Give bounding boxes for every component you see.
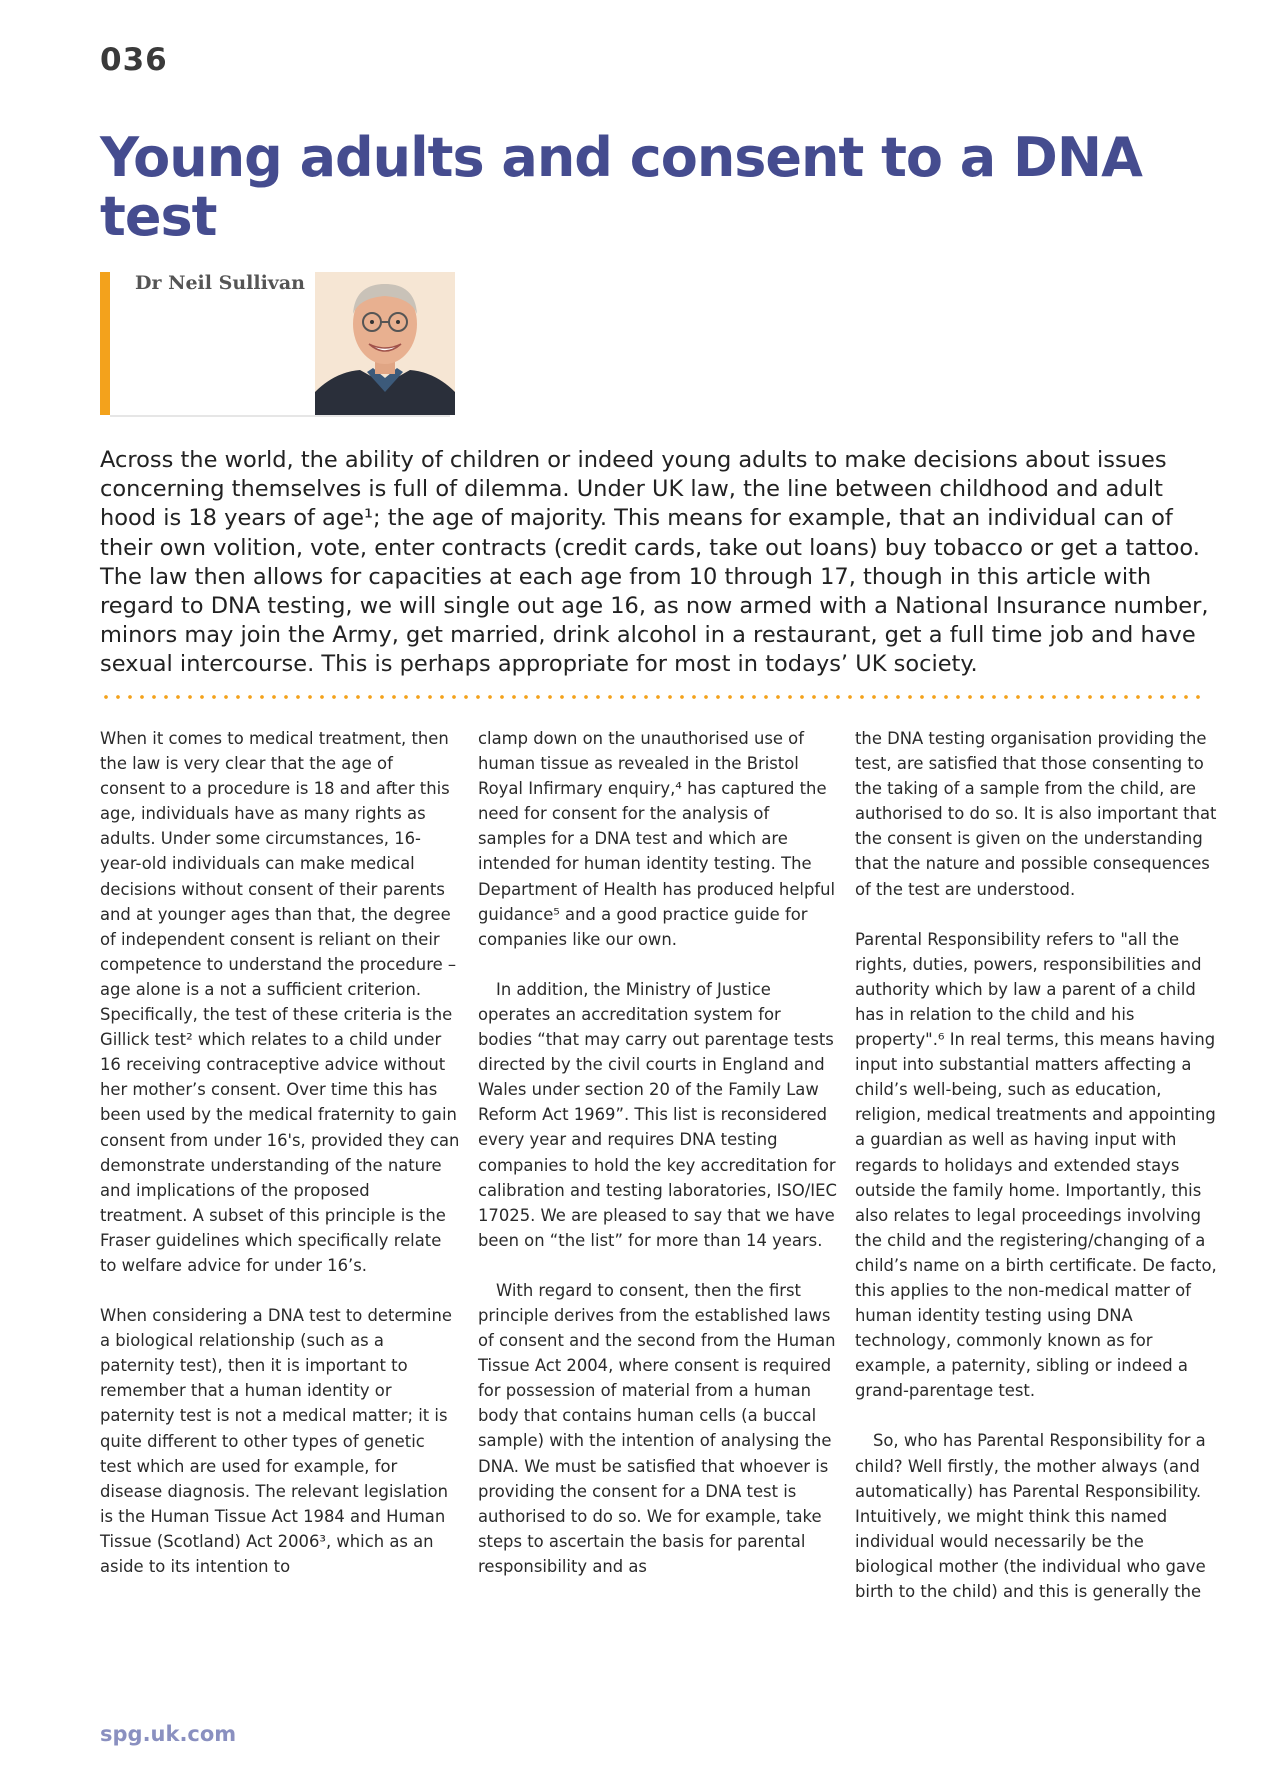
paragraph: clamp down on the unauthorised use of human tissue as revealed in the Bristol Royal Infirmary enquiry,⁴ has captured the need for consent for the analysis of samples for a DNA test and which are intended for human identity testing. The Department of Health has produced helpful guidance⁵ and a good practice guide for companies like our own. [478,729,836,949]
author-portrait [315,272,455,415]
column-2 [478,726,838,1604]
page-number: 036 [100,42,168,78]
paragraph: When it comes to medical treatment, then the law is very clear that the age of consent to a procedure is 18 and after this age, individuals have as many rights as adults. Under some circumstances, 16-year-old individuals can make medical decisions without consent of their parents and at younger ages than that, the degree of independent consent is reliant on their competence to understand the procedure – age alone is a not a sufficient criterion. Specifically, the test of these criteria is the Gillick test² which relates to a child under 16 receiving contraceptive advice without her mother’s consent. Over time this has been used by the medical fraternity to gain consent from under 16's, provided they can demonstrate understanding of the nature and implications of the proposed treatment. A subset of this principle is the Fraser guidelines which specifically relate to welfare advice for under 16’s. [100,729,460,1275]
paragraph: So, who has Parental Responsibility for a child? Well firstly, the mother always (and automatically) has Parental Responsibility. Intuitively, we might think this named individual would necessarily be the biological mother (the individual who gave birth to the child) and this is generally the [855,1431,1206,1601]
author-accent-bar [100,272,110,415]
paragraph: the DNA testing organisation providing the test, are satisfied that those consenting to the taking of a sample from the child, are authorised to do so. It is also important that the consent is given on the understanding that the nature and possible consequences of the test are understood. [855,729,1217,899]
column-1 [100,726,460,1604]
paragraph: In addition, the Ministry of Justice operates an accreditation system for bodies “that may carry out parentage tests directed by the civil courts in England and Wales under section 20 of the Family Law Reform Act 1969”. This list is reconsidered every year and requires DNA testing companies to hold the key accreditation for calibration and testing laboratories, ISO/IEC 17025. We are pleased to say that we have been on “the list” for more than 14 years. [478,979,837,1250]
lead-paragraph: Across the world, the ability of children or indeed young adults to make decisions about issues concerning themselves is full of dilemma. Under UK law, the line between childhood and adult hood is 18 years of age¹; the age of majority. This means for example, that an individual can of their own volition, vote, enter contracts (credit cards, take out loans) buy tobacco or get a tattoo. The law then allows for capacities at each age from 10 through 17, though in this article with regard to DNA testing, we will single out age 16, as now armed with a National Insurance number, minors may join the Army, get married, drink alcohol in a restaurant, get a full time job and have sexual intercourse. This is perhaps appropriate for most in todays’ UK society. [100,447,1209,678]
paragraph: Parental Responsibility refers to "all the rights, duties, powers, responsibilities and authority which by law a parent of a child has in relation to the child and his property".⁶ In real terms, this means having input into substantial matters affecting a child’s well-being, such as education, religion, medical treatments and appointing a guardian as well as having input with regards to holidays and extended stays outside the family home. Importantly, this also relates to legal proceedings involving the child and the registering/changing of a child’s name on a birth certificate. De facto, this applies to the non-medical matter of human identity testing using DNA technology, commonly known as for example, a paternity, sibling or indeed a grand-parentage test. [855,929,1217,1401]
author-name: Dr Neil Sullivan [135,272,305,294]
paragraph: When considering a DNA test to determine a biological relationship (such as a paternity test), then it is important to remember that a human identity or paternity test is not a medical matter; it is quite different to other types of genetic test which are used for example, for disease diagnosis. The relevant legislation is the Human Tissue Act 1984 and Human Tissue (Scotland) Act 2006³, which as an aside to its intention to [100,1306,452,1576]
dotted-divider [100,695,1205,699]
paragraph: With regard to consent, then the first principle derives from the established laws of consent and the second from the Human Tissue Act 2004, where consent is required for possession of material from a human body that contains human cells (a buccal sample) with the intention of analysing the DNA. We must be satisfied that whoever is providing the consent for a DNA test is authorised to do so. We for example, take steps to ascertain the basis for parental responsibility and as [478,1280,836,1576]
footer-url[interactable]: spg.uk.com [100,1722,237,1746]
article-title: Young adults and consent to a DNA test [100,126,1142,249]
column-3 [855,726,1220,1629]
